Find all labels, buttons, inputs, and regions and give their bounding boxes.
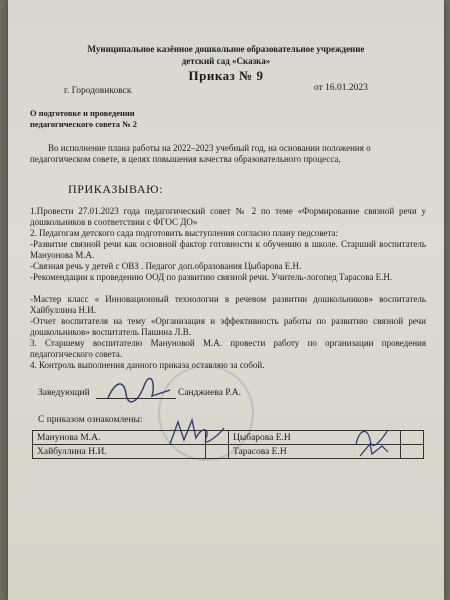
item-2-talk-1: -Развитие связной речи как основной фактор готовности к обучению в школе. Старший воспитатель Мануонова М.А.: [30, 239, 426, 260]
item-4: 4. Контроль выполнения данного приказа оставляю за собой.: [30, 360, 265, 370]
item-1: 1.Провести 27.01.2023 года педагогический совет № 2 по теме «Формирование связной речи у дошкольников в соответствии с ФГОС ДО»: [30, 206, 426, 227]
employee-name-3: Хайбуллина Н.И.: [33, 445, 206, 459]
employee-name-1: Манунова М.А.: [33, 431, 206, 445]
acknowledgement-label: С приказом ознакомлены:: [38, 415, 143, 425]
item-2-talk-5: -Отчет воспитателя на тему «Организация и эффективность работы по развитию связной речи дошкольников» воспитатель Пашина Л.В.: [30, 316, 426, 337]
item-2-talk-3: -Рекомендации к проведению ООД по развитию связной речи. Учитель-логопед Тарасова Е.Н.: [30, 272, 393, 282]
subject-line2: педагогического совета № 2: [30, 119, 138, 129]
head-label: Заведующий: [38, 388, 90, 398]
intro-line2: педагогическом совете, в целях повышения качества образовательного процесса,: [30, 154, 341, 164]
head-name: Санджиева Р.А.: [178, 388, 241, 398]
signature-cell: [400, 431, 423, 445]
organization-name-line2: детский сад «Сказка»: [181, 56, 271, 66]
intro-line1: Во исполнение плана работы на 2022–2023 учебный год, на основании положения о: [48, 143, 371, 153]
signature-manunova: [166, 416, 226, 448]
city: г. Городовиковск: [64, 86, 132, 96]
signature-tarasova: [356, 440, 392, 460]
item-3: 3. Старшему воспитателю Мануновой М.А. провести работу по организации проведения педагогического совета.: [30, 338, 426, 359]
command-word: ПРИКАЗЫВАЮ:: [68, 182, 164, 196]
item-2-talk-2: -Связная речь у детей с ОВЗ . Педагог доп.образования Цыбарова Е.Н.: [30, 261, 302, 271]
order-date: от 16.01.2023: [314, 83, 368, 93]
order-title: Приказ № 9: [188, 68, 264, 83]
item-2-talk-4: -Мастер класс « Инновационный технологии в речевом развитии дошкольников» воспитатель Хайбуллина Н.И.: [30, 294, 426, 315]
employee-name-2: Цыбарова Е.Н: [229, 431, 401, 445]
subject-line1: О подготовке и проведении: [30, 108, 135, 118]
item-2: 2. Педагогам детского сада подготовить выступления согласно плану педсовета:: [30, 228, 338, 238]
employee-name-4: Тарасова Е.Н: [229, 445, 401, 459]
organization-name-line1: Муниципальное казённое дошкольное образовательное учреждение: [87, 44, 365, 54]
head-signature: [104, 376, 174, 406]
signature-cell: [400, 445, 423, 459]
document-page: [8, 0, 444, 600]
